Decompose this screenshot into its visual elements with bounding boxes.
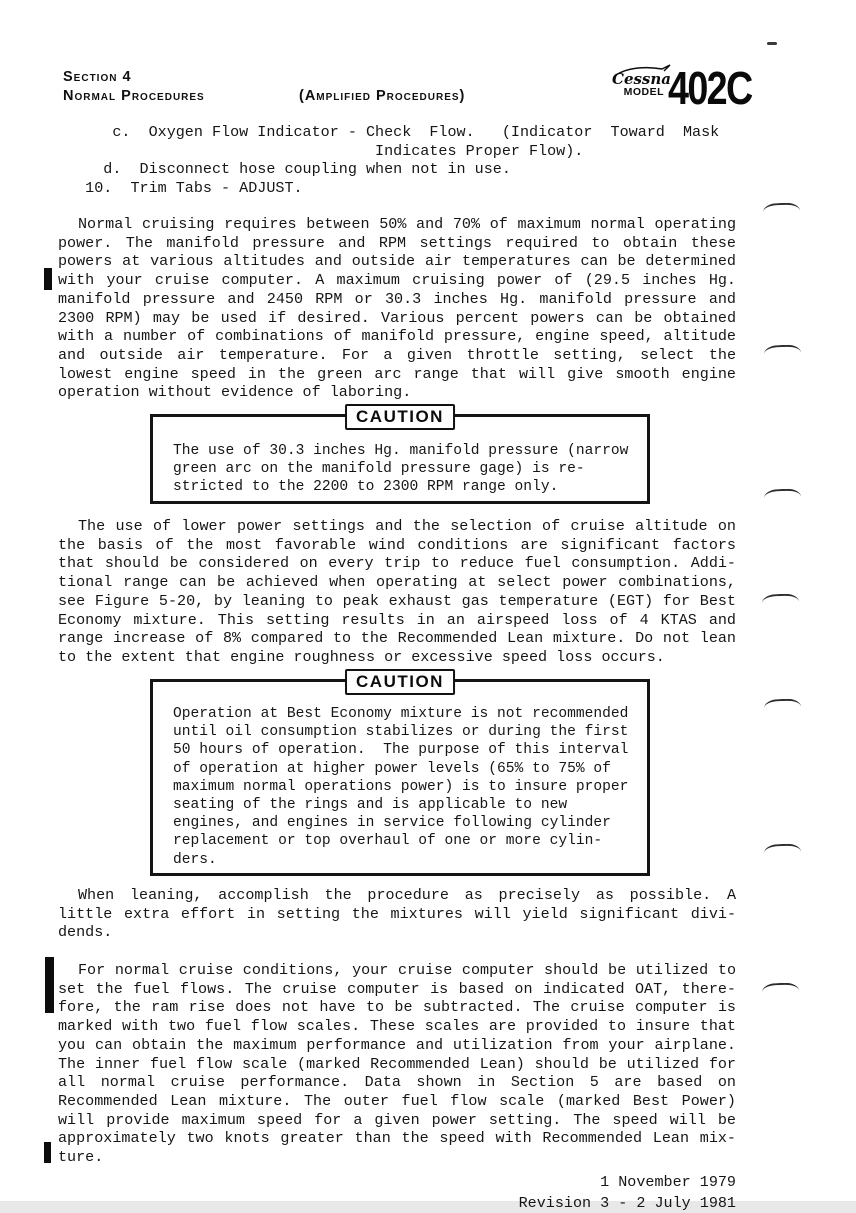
text-line: dends. <box>58 923 113 942</box>
scan-smudge <box>764 698 801 710</box>
scan-smudge <box>762 982 799 994</box>
text-line: c. Oxygen Flow Indicator - Check Flow. (Indicator Toward Mask <box>58 123 720 141</box>
text-line: the basis of the most favorable wind conditions are significant factors <box>58 535 736 554</box>
cessna-wordmark: Cessna <box>612 70 671 88</box>
model-label: MODEL <box>623 86 664 98</box>
cessna-logo <box>612 62 770 114</box>
page-subtitle: (Amplified Procedures) <box>299 88 466 104</box>
text-line: lowest engine speed in the green arc range that will give smooth engine <box>58 364 736 383</box>
header-section <box>63 68 205 106</box>
text-line: powers at various altitudes and outside air temperatures can be determined <box>58 252 736 271</box>
paragraph-normal-cruising <box>58 215 736 402</box>
text-line: engines, and engines in service following cylinder <box>173 815 611 832</box>
text-line: maximum normal operations power) is to insure proper <box>173 778 629 795</box>
model-number: 402C <box>668 62 752 114</box>
text-line: seating of the rings and is applicable to new <box>173 797 568 814</box>
text-line: and outside air temperature. For a given throttle setting, select the <box>58 345 736 364</box>
text-line: The use of lower power settings and the selection of cruise altitude on <box>78 517 736 535</box>
text-line: When leaning, accomplish the procedure as precisely as possible. A <box>78 886 736 904</box>
text-line: The inner fuel flow scale (marked Recommended Lean) should be utilized for <box>58 1054 736 1073</box>
text-line: with a number of combinations of manifold pressure, engine speed, altitude <box>58 327 736 346</box>
scan-smudge <box>764 843 801 855</box>
text-line: ture. <box>58 1148 104 1167</box>
text-line: with your cruise computer. A maximum cruising power of (29.5 inches Hg. <box>58 271 736 290</box>
text-line: will provide maximum speed for a given power setting. The speed will be <box>58 1110 736 1129</box>
text-line: fore, the ram rise does not have to be subtracted. The cruise computer is <box>58 998 736 1017</box>
text-line: all normal cruise performance. Data shown in Section 5 are based on <box>58 1073 736 1092</box>
paragraph-when-leaning <box>58 886 736 942</box>
section-title: Normal Procedures <box>63 88 205 104</box>
caution-box-1 <box>150 407 650 504</box>
text-line: marked with two fuel flow scales. These scales are provided to insure that <box>58 1017 736 1036</box>
text-line: green arc on the manifold pressure gage) is re- <box>173 461 585 478</box>
text-line: little extra effort in setting the mixtures will yield significant divi- <box>58 904 736 923</box>
paragraph-cruise-computer <box>58 961 736 1167</box>
text-line: Economy mixture. This setting results in an airspeed loss of 4 KTAS and <box>58 610 736 629</box>
revision-note-clipped: Revision 3 - 2 July 1981 <box>518 1194 736 1212</box>
caution-label: CAUTION <box>345 669 455 695</box>
scan-smudge <box>764 488 801 500</box>
revision-change-bar <box>44 1142 51 1163</box>
text-line: manifold pressure and 2450 RPM or 30.3 inches Hg. manifold pressure and <box>58 289 736 308</box>
paragraph-power-settings <box>58 517 736 667</box>
text-line: 10. Trim Tabs - ADJUST. <box>58 179 303 198</box>
cessna-brand-block <box>612 62 671 98</box>
caution-text <box>153 682 647 873</box>
text-line: range increase of 8% compared to the Recommended Lean mixture. Do not lean <box>58 629 736 648</box>
text-line: replacement or top overhaul of one or more cylin- <box>173 833 603 850</box>
text-line: stricted to the 2200 to 2300 RPM range only. <box>173 479 559 496</box>
text-line: set the fuel flows. The cruise computer is based on indicated OAT, there- <box>58 979 736 998</box>
revision-change-bar <box>45 957 54 1013</box>
revision-date: 1 November 1979 <box>600 1173 736 1191</box>
text-line: to the extent that engine roughness or excessive speed loss occurs. <box>58 647 665 666</box>
caution-label: CAUTION <box>345 404 455 430</box>
text-line: power. The manifold pressure and RPM settings required to obtain these <box>58 233 736 252</box>
scan-speck <box>767 42 777 45</box>
scan-smudge <box>764 344 801 356</box>
text-line: tional range can be achieved when operating at select power combinations, <box>58 573 736 592</box>
text-line: that should be considered on every trip to reduce fuel consumption. Addi- <box>58 554 736 573</box>
text-line: 2300 RPM) may be used if desired. Various percent powers can be obtained <box>58 308 736 327</box>
cessna-swoosh-icon <box>614 63 672 76</box>
text-line: until oil consumption stabilizes or during the first <box>173 724 629 741</box>
section-number: Section 4 <box>63 69 132 85</box>
text-line: see Figure 5-20, by leaning to peak exhaust gas temperature (EGT) for Best <box>58 591 736 610</box>
oxygen-checklist-items <box>58 123 736 198</box>
text-line: d. Disconnect hose coupling when not in use. <box>58 160 511 179</box>
text-line: Recommended Lean mixture. The outer fuel flow scale (marked Best Power) <box>58 1091 736 1110</box>
text-line: of operation at higher power levels (65% to 75% of <box>173 760 611 777</box>
text-line: ders. <box>173 851 217 868</box>
text-line: For normal cruise conditions, your cruise computer should be utilized to <box>78 961 736 979</box>
text-line: approximately two knots greater than the speed with Recommended Lean mix- <box>58 1129 736 1148</box>
text-line: Indicates Proper Flow). <box>58 141 584 160</box>
text-line: you can obtain the maximum performance and utilization from your airplane. <box>58 1035 736 1054</box>
revision-change-bar <box>44 268 52 290</box>
text-line: 50 hours of operation. The purpose of this interval <box>173 742 629 759</box>
text-line: Normal cruising requires between 50% and 70% of maximum normal operating <box>78 215 736 233</box>
scan-smudge <box>762 593 799 605</box>
text-line: operation without evidence of laboring. <box>58 383 412 402</box>
caution-box-2 <box>150 672 650 876</box>
text-line: Operation at Best Economy mixture is not recommended <box>173 706 629 722</box>
scan-smudge <box>763 202 800 214</box>
text-line: The use of 30.3 inches Hg. manifold pressure (narrow <box>173 443 629 459</box>
